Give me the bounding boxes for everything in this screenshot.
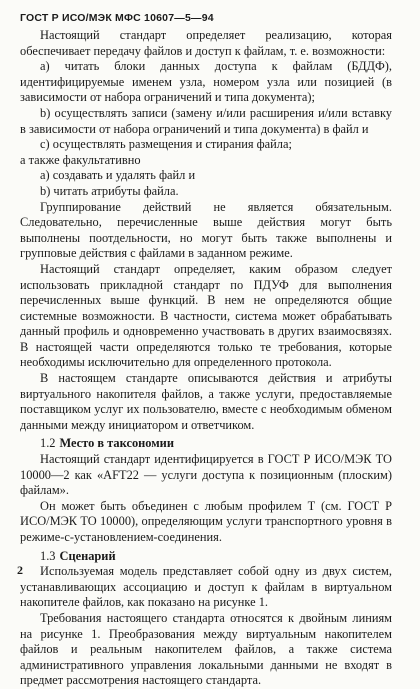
paragraph: В настоящем стандарте описываются действия и атрибуты виртуального накопителя файлов, а также услуги, предоставляемые поставщиком услуг их пользователю, вместе с необходимым обменом данными между инициатором и ответчиком.: [20, 371, 392, 432]
paragraph: Используемая модель представляет собой одну из двух систем, устанавливающих ассоциацию и доступ к файлам в виртуальном накопителе файлов, как показано на рисунке 1.: [20, 564, 392, 610]
list-item: а) создавать и удалять файл и: [40, 168, 196, 183]
paragraph: Группирование действий не является обязательным. Следовательно, перечисленные выше действия могут быть выполнены поотдельности, но могут быть также выполнены и групповые действия с файлами в заданном режиме.: [20, 199, 392, 261]
section-title: Место в таксономии: [59, 436, 174, 451]
document-header: ГОСТ Р ИСО/МЭК МФС 10607—5—94: [20, 12, 214, 24]
section-title: Сценарий: [59, 548, 116, 563]
section-number: 1.3: [40, 548, 56, 563]
list-item: b) читать атрибуты файла.: [40, 183, 179, 198]
paragraph: Требования настоящего стандарта относятся к двойным линиям на рисунке 1. Преобразования между виртуальным накопителем файлов и реальным накопителем файлов, а также система административного управления локальными данными не входят в предмет рассмотрения настоящего стандарта.: [20, 610, 392, 688]
section-heading: [20, 436, 392, 452]
list-item: а) читать блоки данных доступа к файлам (БДДФ), идентифицируемые именем узла, номером узла или позицией (в зависимости от набора ограничений и типа документа);: [20, 59, 392, 105]
document-body: [20, 28, 392, 689]
section-heading: [20, 549, 392, 565]
section-number: 1.2: [40, 436, 56, 451]
paragraph: а также факультативно: [20, 152, 141, 167]
page-number: 2: [17, 563, 23, 577]
paragraph: Настоящий стандарт идентифицируется в ГОСТ Р ИСО/МЭК ТО 10000—2 как «AFT22 — услуги доступа к позиционным (плоским) файлам».: [20, 452, 392, 498]
paragraph: Настоящий стандарт определяет реализацию, которая обеспечивает передачу файлов и доступ к файлам, т. е. возможности:: [20, 28, 392, 58]
paragraph: Настоящий стандарт определяет, каким образом следует использовать прикладной стандарт по ПДУФ для выполнения перечисленных выше функций. В нем не определяются общие системные возможности. В частности, система может обрабатывать данный профиль и одновременно участвовать в других взаимосвязях. В настоящей части определяются только те требования, которые необходимы исключительно для определенного протокола.: [20, 261, 392, 370]
list-item: b) осуществлять записи (замену и/или расширения и/или вставку в зависимости от набора ограничений и типа документа) в файл и: [20, 105, 392, 136]
list-item: с) осуществлять размещения и стирания файла;: [40, 137, 292, 152]
paragraph: Он может быть объединен с любым профилем Т (см. ГОСТ Р ИСО/МЭК ТО 10000), определяющим услуги транспортного уровня в режиме-с-установлением-соединения.: [20, 498, 392, 544]
